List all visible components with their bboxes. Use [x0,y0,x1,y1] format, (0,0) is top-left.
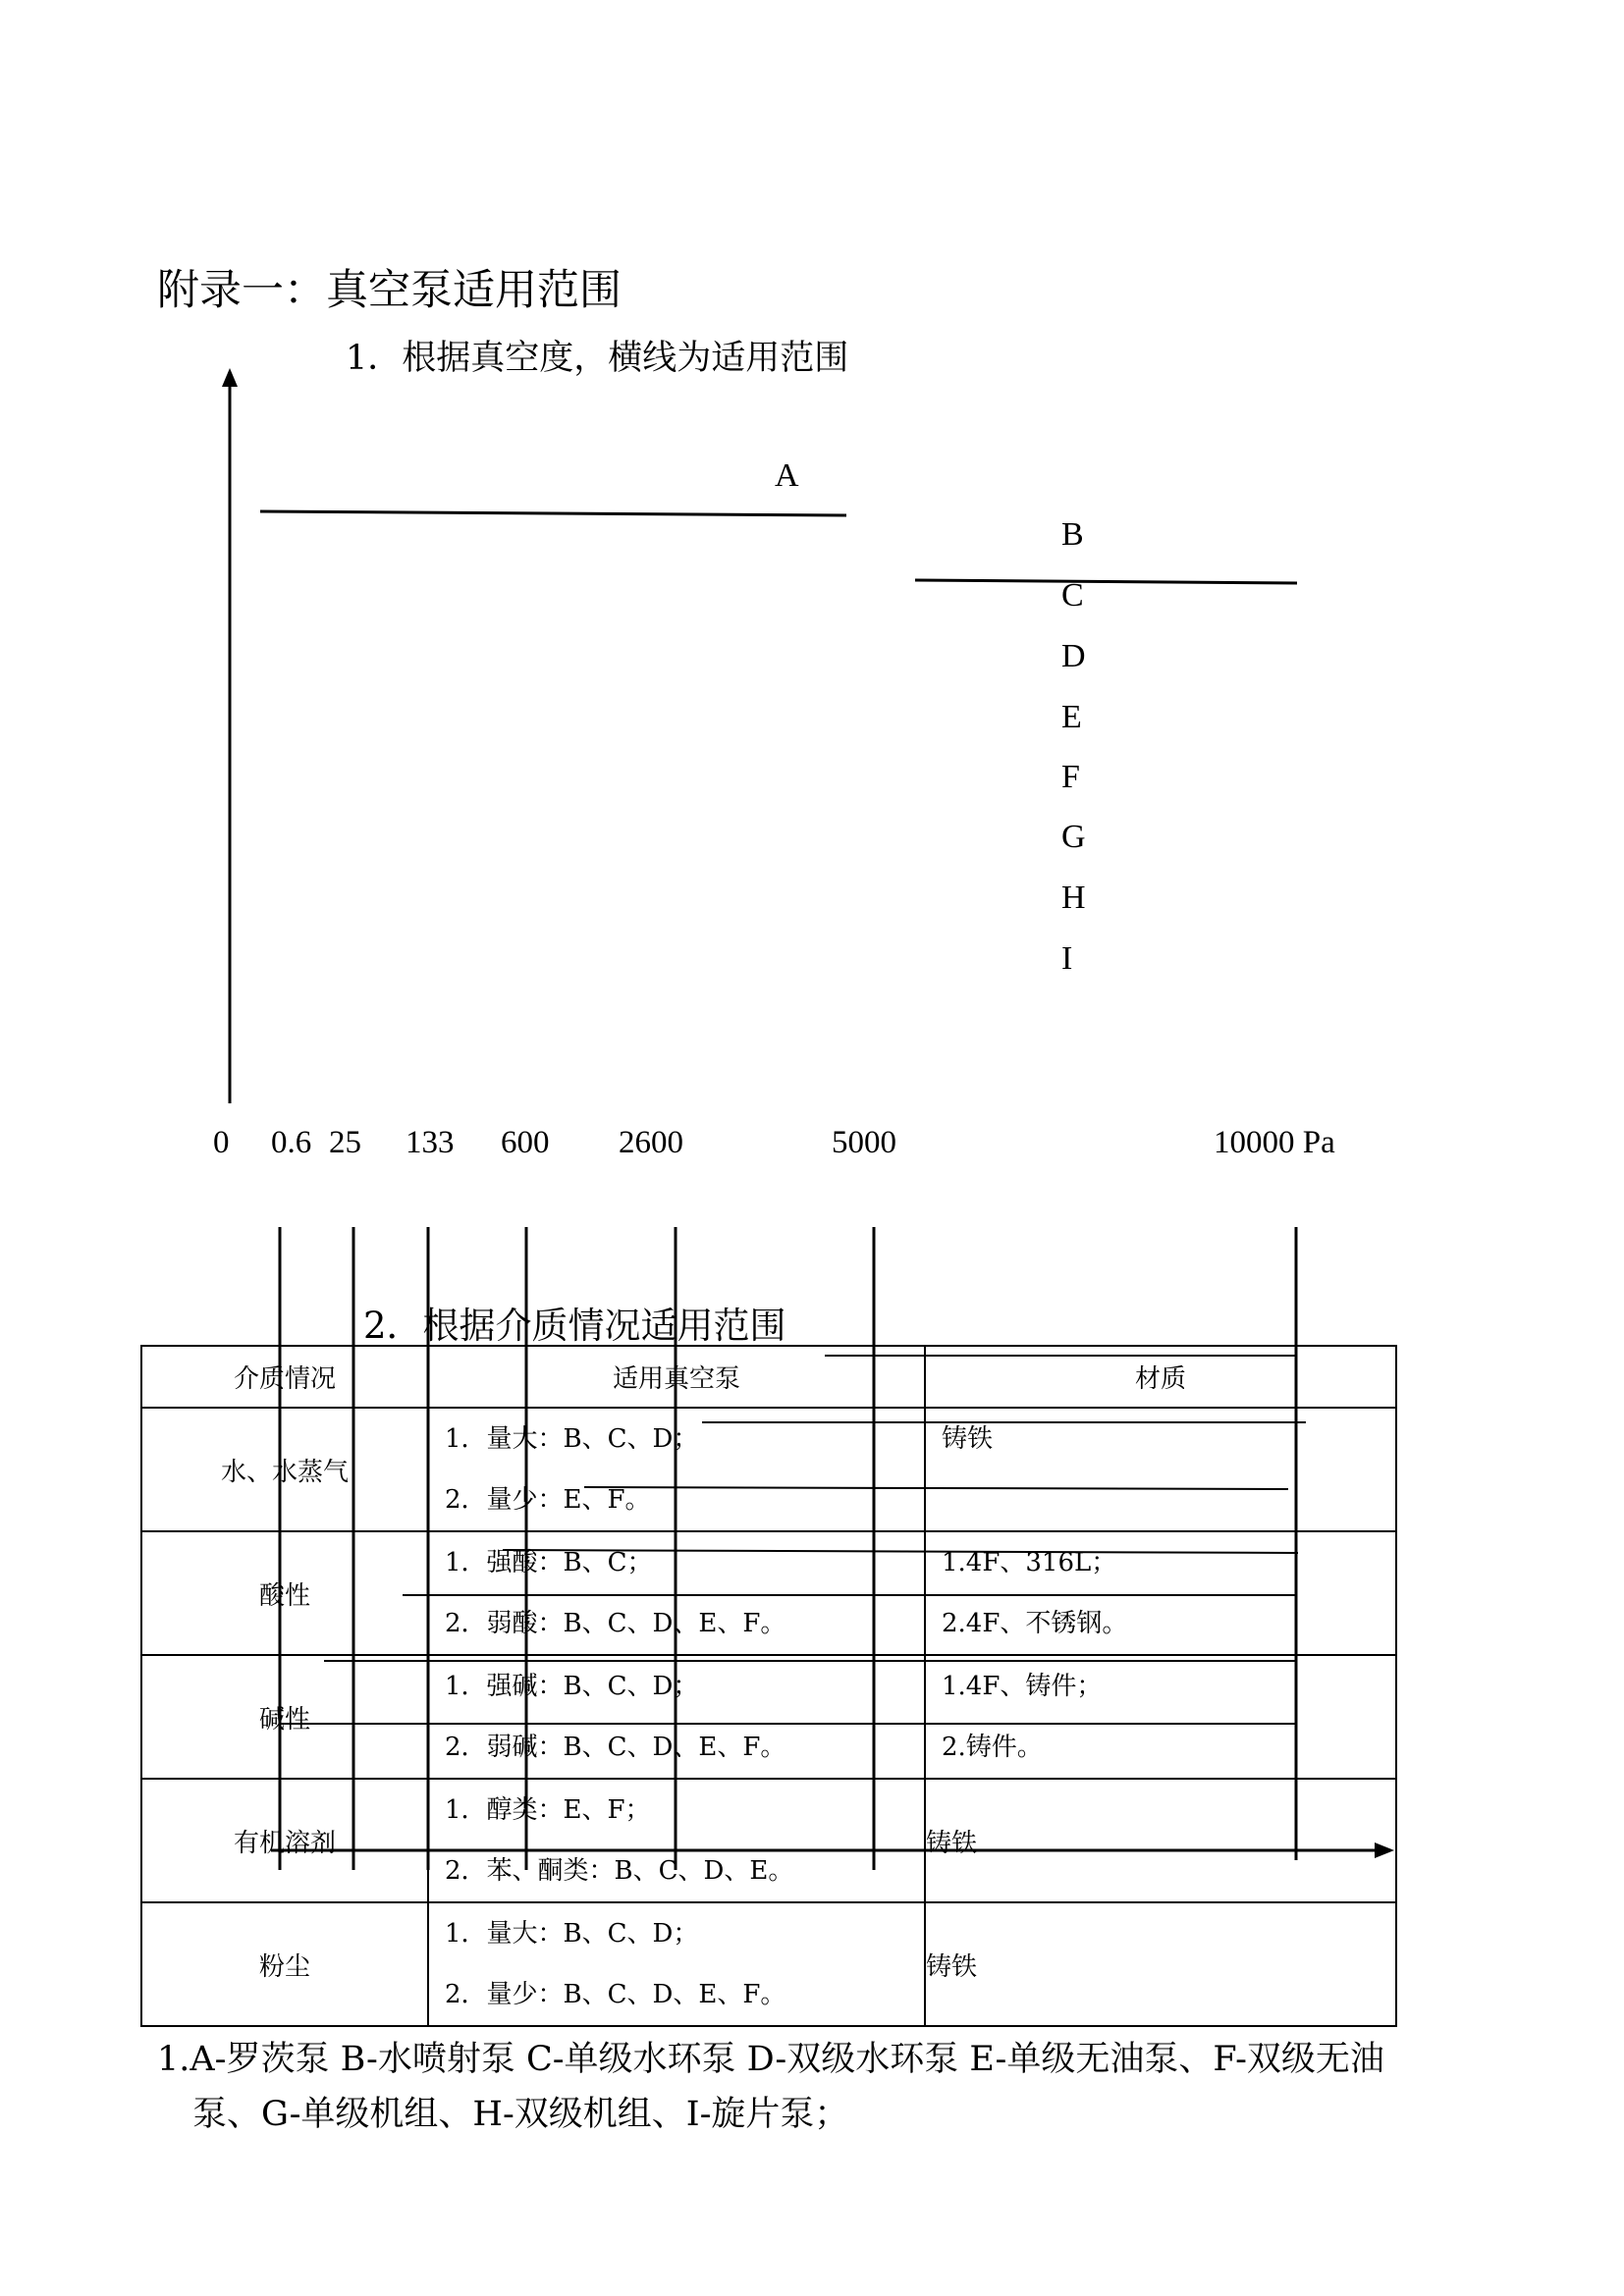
section2-heading: 2．根据介质情况适用范围 [363,1305,786,1347]
pump-label-g: G [1061,819,1086,855]
material-line: 2.4F、不锈钢。 [942,1609,1128,1638]
footnote-line-1: 1.A-罗茨泵 B-水喷射泵 C-单级水环泵 D-双级水环泵 E-单级无油泵、F-双级无油 [157,2040,1384,2079]
medium-cell: 水、水蒸气 [141,1408,428,1531]
material-line: 铸铁 [942,1424,994,1454]
axis-tick-label: 0.6 [271,1125,312,1160]
pumps-cell [428,1408,925,1531]
pump-label-f: F [1061,759,1080,795]
media-table [140,1345,1397,2027]
pump-label-c: C [1061,577,1084,614]
material-line: 1.4F、316L； [942,1548,1117,1577]
pumps-cell [428,1779,925,1902]
medium-cell: 碱性 [141,1655,428,1779]
pump-line: 1．量大：B、C、D； [445,1919,699,1949]
pump-label-b: B [1061,516,1084,553]
material-cell [925,1408,1396,1531]
medium-cell: 酸性 [141,1531,428,1655]
pump-line: 2．弱酸：B、C、D、E、F。 [445,1609,786,1638]
table-row [141,1902,1396,2026]
pump-line: 1．醇类：E、F； [445,1795,651,1825]
medium-cell: 粉尘 [141,1902,428,2026]
footnote [157,2032,1532,2142]
pump-label-e: E [1061,699,1082,735]
material-line [926,1469,1395,1530]
footnote-line-2: 泵、G-单级机组、H-双级机组、I-旋片泵； [192,2095,849,2134]
pump-line: 2．量少：B、C、D、E、F。 [445,1980,786,2009]
header-medium: 介质情况 [141,1346,428,1408]
material-cell [925,1531,1396,1655]
material-cell: 铸铁 [925,1779,1396,1902]
pump-line: 1．强碱：B、C、D； [445,1672,699,1701]
axis-tick-label: 133 [406,1125,455,1160]
pumps-cell [428,1531,925,1655]
pump-label-i: I [1061,940,1073,977]
section1-heading: 1．根据真空度，横线为适用范围 [346,339,849,378]
vertical-axis-arrowhead [222,368,238,387]
axis-tick-label: 600 [501,1125,550,1160]
page-title: 附录一：真空泵适用范围 [157,266,622,315]
pump-line: 1．量大：B、C、D； [445,1424,699,1454]
pump-line: 2．苯、酮类：B、C、D、E。 [445,1856,794,1886]
range-line-b [915,580,1297,583]
medium-cell: 有机溶剂 [141,1779,428,1902]
pump-line: 2．弱碱：B、C、D、E、F。 [445,1733,786,1762]
pumps-cell [428,1902,925,2026]
material-cell: 铸铁 [925,1902,1396,2026]
axis-tick-label: 5000 [832,1125,896,1160]
range-line-a [260,511,846,515]
material-line: 2.铸件。 [942,1733,1043,1762]
axis-tick-label: 25 [329,1125,361,1160]
axis-tick-label: 2600 [619,1125,683,1160]
table-row [141,1531,1396,1655]
table-row [141,1655,1396,1779]
header-pumps: 适用真空泵 [428,1346,925,1408]
pump-label-a: A [775,457,799,494]
pump-label-d: D [1061,638,1086,674]
table-row [141,1408,1396,1531]
pump-line: 1．强酸：B、C； [445,1548,653,1577]
material-cell [925,1655,1396,1779]
table-row [141,1779,1396,1902]
header-material: 材质 [925,1346,1396,1408]
axis-tick-label: 10000 Pa [1214,1125,1335,1160]
pump-label-h: H [1061,880,1086,916]
pumps-cell [428,1655,925,1779]
pump-line: 2．量少：E、F。 [445,1485,651,1515]
axis-tick-label: 0 [213,1125,230,1160]
material-line: 1.4F、铸件； [942,1672,1103,1701]
table-header-row [141,1346,1396,1408]
